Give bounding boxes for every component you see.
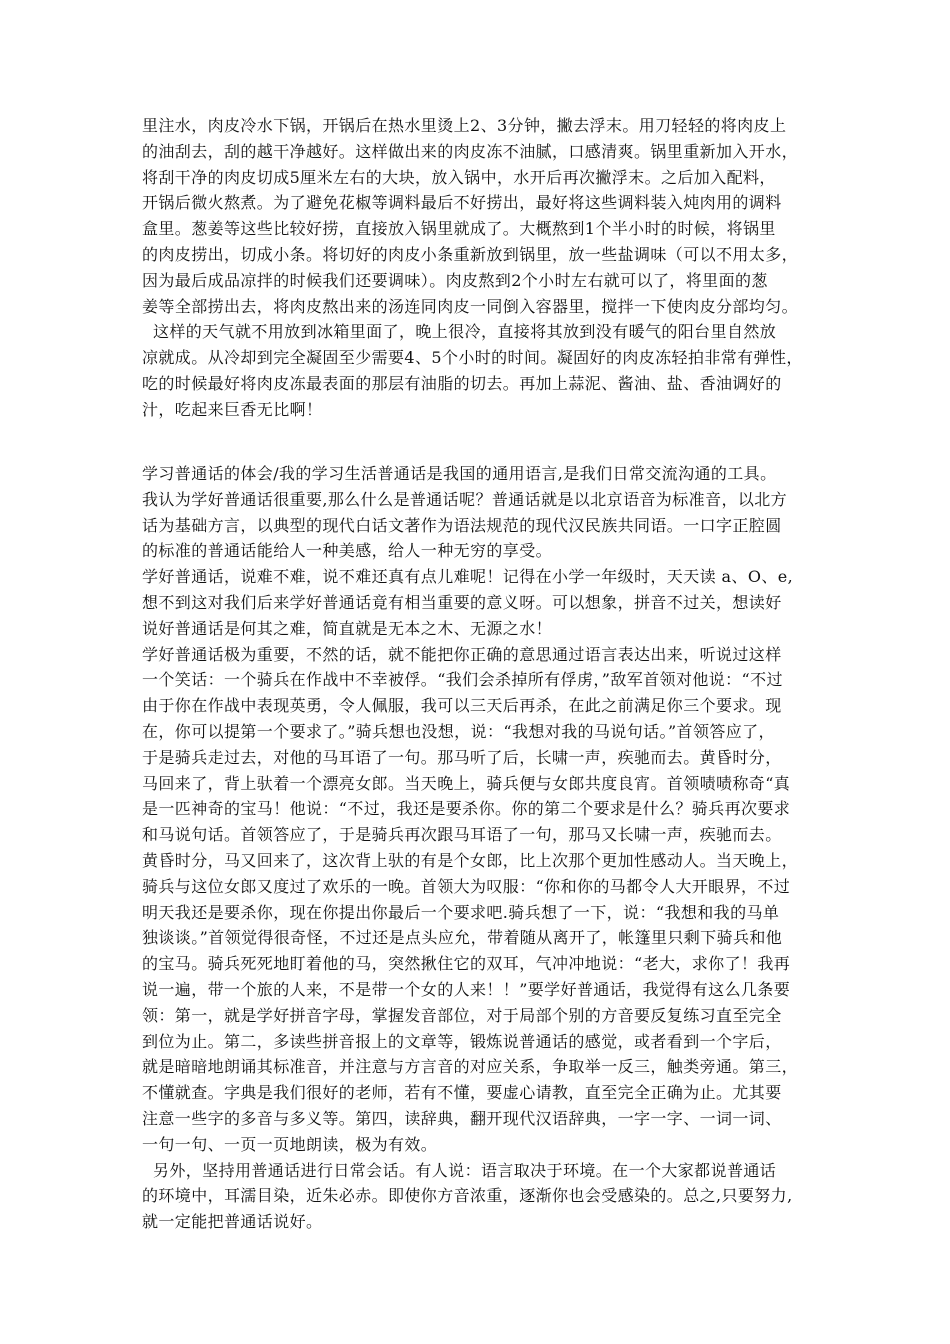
- text-line: 一句一句、一页一页地朗读，极为有效。: [142, 1134, 438, 1154]
- text-line: 注意一些字的多音与多义等。第四，读辞典，翻开现代汉语辞典，一字一字、一词一词、: [142, 1109, 782, 1128]
- text-line: 明天我还是要杀你，现在你提出你最后一个要求吧.骑兵想了一下，说：“我想和我的马单: [142, 902, 780, 922]
- text-line: 的宝马。骑兵死死地盯着他的马，突然揪住它的双耳，气冲冲地说：“老大，求你了！我再: [142, 954, 791, 974]
- text-line: 黄昏时分，马又回来了，这次背上驮的有是个女郎，比上次那个更加性感动人。当天晚上，: [142, 851, 799, 870]
- text-line: 吃的时候最好将肉皮冻最表面的那层有油脂的切去。再加上蒜泥、酱油、盐、香油调好的: [142, 374, 782, 393]
- text-line: 和马说句话。首领答应了，于是骑兵再次跟马耳语了一句，那马又长啸一声，疾驰而去。: [142, 825, 782, 845]
- text-line: 学习普通话的体会/我的学习生活普通话是我国的通用语言,是我们日常交流沟通的工具。: [142, 464, 777, 483]
- text-line: 领：第一，就是学好拼音字母，掌握发音部位，对于局部个别的方音要反复练习直至完全: [142, 1005, 782, 1025]
- text-line: 将刮干净的肉皮切成5厘米左右的大块，放入锅中，水开后再次撇浮末。之后加入配料，: [142, 167, 776, 187]
- text-line: 于是骑兵走过去，对他的马耳语了一句。那马听了后，长啸一声，疾驰而去。黄昏时分，: [142, 747, 782, 767]
- text-line: 就是暗暗地朗诵其标准音，并注意与方言音的对应关系，争取举一反三，触类旁通。第三，: [142, 1057, 799, 1077]
- text-line: 开锅后微火熬煮。为了避免花椒等调料最后不好捞出，最好将这些调料装入炖肉用的调料: [142, 193, 782, 213]
- text-line: 学好普通话极为重要，不然的话，就不能把你正确的意思通过语言表达出来，听说过这样: [142, 644, 782, 664]
- text-line: 的标准的普通话能给人一种美感，给人一种无穷的享受。: [142, 541, 553, 561]
- text-line: 骑兵与这位女郎又度过了欢乐的一晚。首领大为叹服：“你和你的马都令人大开眼界，不过: [142, 876, 791, 896]
- text-line: 另外，坚持用普通话进行日常会话。有人说：语言取决于环境。在一个大家都说普通话: [142, 1160, 777, 1180]
- text-line: 盒里。葱姜等这些比较好捞，直接放入锅里就成了。大概熬到1个半小时的时候，将锅里: [142, 219, 776, 239]
- text-line: 独谈谈。”首领觉得很奇怪，不过还是点头应允，带着随从离开了，帐篷里只剩下骑兵和他: [142, 928, 783, 948]
- text-line: 马回来了，背上驮着一个漂亮女郎。当天晚上，骑兵便与女郎共度良宵。首领啧啧称奇“真: [142, 773, 791, 793]
- text-line: 到位为止。第二，多读些拼音报上的文章等，锻炼说普通话的感觉，或者看到一个字后，: [142, 1031, 782, 1051]
- text-line: 这样的天气就不用放到冰箱里面了，晚上很冷，直接将其放到没有暖气的阳台里自然放: [142, 322, 777, 342]
- text-line: 汁，吃起来巨香无比啊！: [142, 399, 323, 419]
- text-line: 不懂就查。字典是我们很好的老师，若有不懂，要虚心请教，直至完全正确为止。尤其要: [142, 1083, 782, 1103]
- text-line: 学好普通话，说难不难，说不难还真有点儿难呢！记得在小学一年级时，天天读 a、O、e,: [142, 567, 794, 587]
- text-line: 说好普通话是何其之难，简直就是无本之木、无源之水！: [142, 618, 553, 638]
- text-line: 的肉皮捞出，切成小条。将切好的肉皮小条重新放到锅里，放一些盐调味（可以不用太多，: [142, 245, 799, 264]
- text-line: 凉就成。从冷却到完全凝固至少需要4、5个小时的时间。凝固好的肉皮冻轻拍非常有弹性，: [142, 348, 803, 368]
- text-line: 因为最后成品凉拌的时候我们还要调味）。肉皮熬到2个小时左右就可以了，将里面的葱: [142, 270, 768, 290]
- text-line: 里注水，肉皮冷水下锅，开锅后在热水里烫上2、3分钟，撇去浮末。用刀轻轻的将肉皮上: [142, 116, 787, 135]
- text-line: 想不到这对我们后来学好普通话竟有相当重要的意义呀。可以想象，拼音不过关，想读好: [142, 593, 782, 612]
- text-line: 我认为学好普通话很重要,那么什么是普通话呢？普通话就是以北京语音为标准音，以北方: [142, 489, 788, 509]
- text-line: 在，你可以提第一个要求了。”骑兵想也没想，说：“我想对我的马说句话。”首领答应了，: [142, 722, 775, 741]
- text-line: 的油刮去，刮的越干净越好。这样做出来的肉皮冻不油腻，口感清爽。锅里重新加入开水，: [142, 141, 799, 161]
- text-line: 说一遍，带一个旅的人来，不是带一个女的人来！！”要学好普通话，我觉得有这么几条要: [142, 980, 791, 999]
- text-line: 就一定能把普通话说好。: [142, 1212, 323, 1232]
- text-line: 由于你在作战中表现英勇，令人佩服，我可以三天后再杀，在此之前满足你三个要求。现: [142, 696, 782, 716]
- text-line: 的环境中，耳濡目染，近朱必赤。即使你方音浓重，逐渐你也会受感染的。总之,只要努力,: [142, 1186, 793, 1206]
- text-line: 姜等全部捞出去，将肉皮熬出来的汤连同肉皮一同倒入容器里，搅拌一下使肉皮分部均匀。: [142, 296, 799, 316]
- text-line: 话为基础方言，以典型的现代白话文著作为语法规范的现代汉民族共同语。一口字正腔圆: [142, 515, 782, 535]
- text-line: 是一匹神奇的宝马！他说：“不过，我还是要杀你。你的第二个要求是什么？骑兵再次要求: [142, 799, 791, 819]
- text-line: 一个笑话：一个骑兵在作战中不幸被俘。“我们会杀掉所有俘虏，”敌军首领对他说：“不过: [142, 670, 783, 690]
